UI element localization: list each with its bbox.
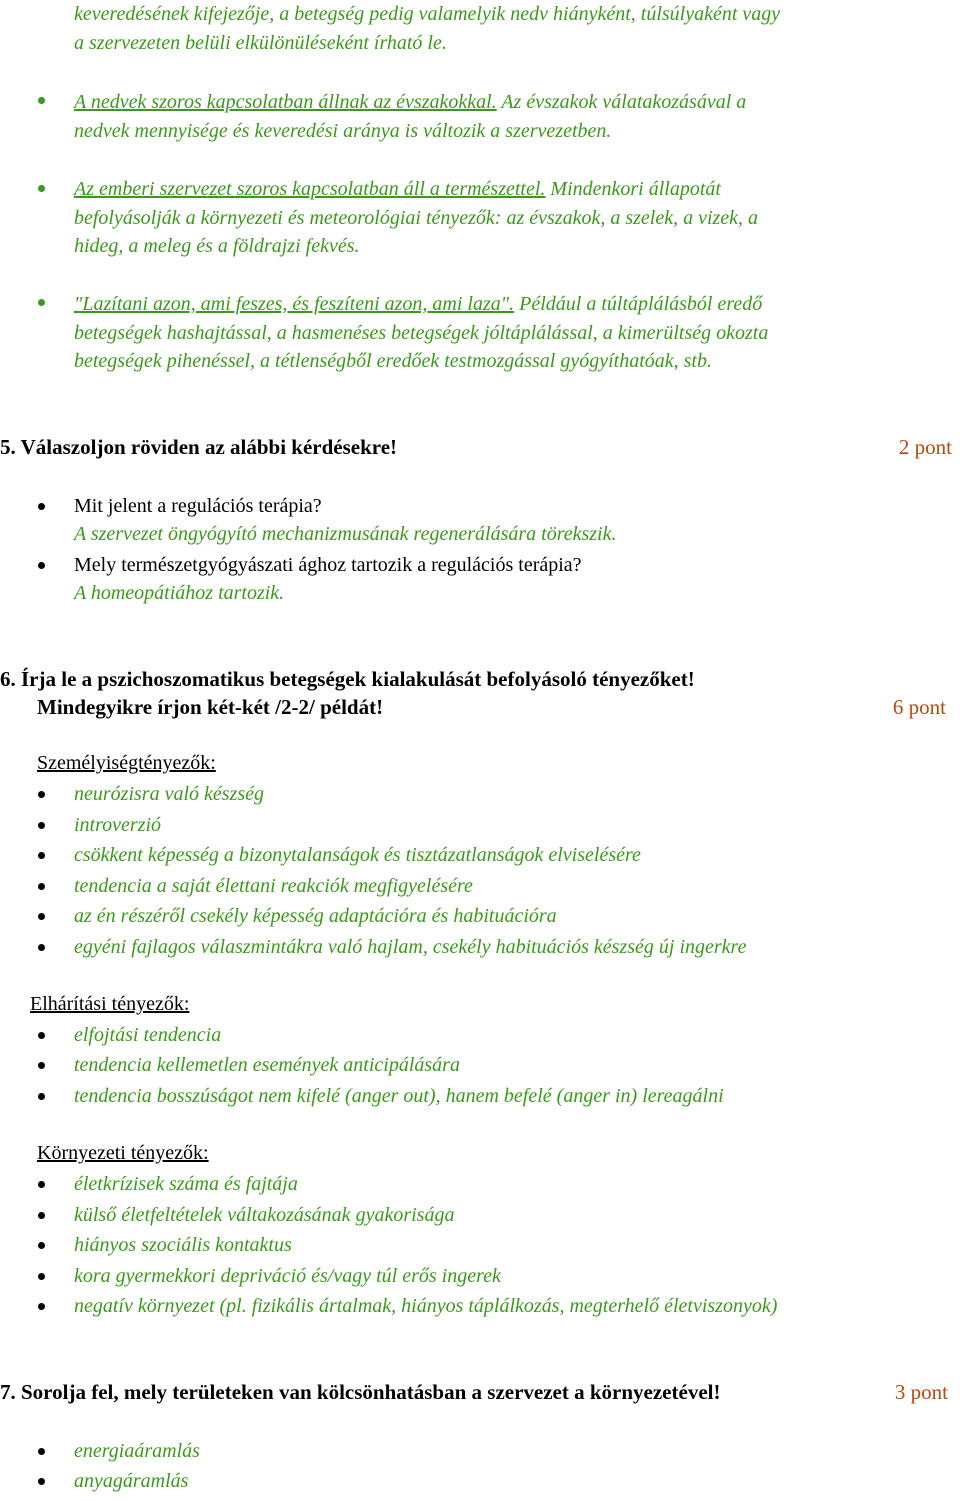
defense-item: elfojtási tendencia [74,1024,222,1046]
defense-item: tendencia bosszúságot nem kifelé (anger out), hanem befelé (anger in) lereagálni [74,1085,724,1107]
bullet-icon [38,503,45,510]
q5-answer-2: A homeopátiához tartozik. [74,582,285,604]
group-heading-defense: Elhárítási tényezők: [30,993,190,1015]
personality-item: introverzió [74,814,162,836]
bullet-icon [38,1448,45,1455]
bullet-icon [38,822,45,829]
bullet-icon [38,1303,45,1310]
q5-title: 5. Válaszoljon röviden az alábbi kérdésekre! [0,435,398,459]
personality-item: egyéni fajlagos válaszmintákra való hajlam, csekély habituációs készség új ingerkre [74,936,747,958]
bullet-icon [38,883,45,890]
q7-points: 3 pont [894,1380,948,1404]
principle-3-lead: "Lazítani azon, ami feszes, és feszíteni azon, ami laza". [74,293,515,315]
bullet-icon [38,299,45,306]
principle-2-line-3: hideg, a meleg és a földrajzi fekvés. [74,235,360,257]
environment-item: életkrízisek száma és fajtája [74,1173,298,1195]
principle-1-rest: Az évszakok válatakozásával a [496,91,747,113]
bullet-icon [38,1062,45,1069]
principle-3-line-1 [74,292,762,316]
group-heading-environment: Környezeti tényezők: [37,1142,209,1164]
principle-1-lead: A nedvek szoros kapcsolatban állnak az évszakokkal. [74,91,497,113]
principle-2-line-1 [74,177,721,201]
principle-3-line-2: betegségek hashajtással, a hasmenéses betegségek jóltáplálással, a kimerültség okozta [74,322,769,344]
q5-question-2: Mely természetgyógyászati ághoz tartozik a regulációs terápia? [74,554,582,576]
principle-1-line-1 [74,90,746,114]
bullet-icon [38,791,45,798]
group-heading-personality: Személyiségtényezők: [37,752,216,774]
principle-1-line-2: nedvek mennyisége és keveredési aránya is változik a szervezetben. [74,120,612,142]
bullet-icon [38,1478,45,1485]
environment-item: külső életfeltételek váltakozásának gyakorisága [74,1204,455,1226]
intro-line-1: keveredésének kifejezője, a betegség pedig valamelyik nedv hiányként, túlsúlyaként vagy [74,3,781,25]
environment-item: negatív környezet (pl. fizikális ártalmak, hiányos táplálkozás, megterhelő életviszonyok) [74,1295,778,1317]
bullet-icon [38,1093,45,1100]
principle-2-lead: Az emberi szervezet szoros kapcsolatban áll a természettel. [74,178,546,200]
q5-question-1: Mit jelent a regulációs terápia? [74,495,322,517]
q7-item: energiaáramlás [74,1440,200,1462]
bullet-icon [38,185,45,192]
bullet-icon [38,562,45,569]
q7-item: anyagáramlás [74,1470,189,1492]
bullet-icon [38,97,45,104]
personality-item: tendencia a saját élettani reakciók megfigyelésére [74,875,473,897]
principle-2-rest: Mindenkori állapotát [545,178,721,200]
personality-item: neurózisra való készség [74,783,264,805]
q6-title-line-1: 6. Írja le a pszichoszomatikus betegségek kialakulását befolyásoló tényezőket! [0,667,695,691]
principle-3-line-3: betegségek pihenéssel, a tétlenségből eredőek testmozgással gyógyíthatóak, stb. [74,350,712,372]
q6-points: 6 pont [892,695,946,719]
bullet-icon [38,1242,45,1249]
principle-2-line-2: befolyásolják a környezeti és meteorológiai tényezők: az évszakok, a szelek, a vizek, a [74,207,759,229]
bullet-icon [38,944,45,951]
principle-3-rest: Például a túltáplálásból eredő [514,293,763,315]
environment-item: hiányos szociális kontaktus [74,1234,292,1256]
q6-title-line-2: Mindegyikre írjon két-két /2-2/ példát! [37,695,384,719]
bullet-icon [38,852,45,859]
intro-line-2: a szervezeten belüli elkülönüléseként írható le. [74,32,447,54]
bullet-icon [38,1032,45,1039]
bullet-icon [38,1273,45,1280]
bullet-icon [38,1181,45,1188]
defense-item: tendencia kellemetlen események anticipálására [74,1054,460,1076]
personality-item: az én részéről csekély képesség adaptációra és habituációra [74,905,557,927]
q5-points: 2 pont [898,435,952,459]
bullet-icon [38,1212,45,1219]
environment-item: kora gyermekkori depriváció és/vagy túl erős ingerek [74,1265,501,1287]
q5-answer-1: A szervezet öngyógyító mechanizmusának regenerálására törekszik. [74,523,617,545]
q7-title: 7. Sorolja fel, mely területeken van kölcsönhatásban a szervezet a környezetével! [0,1380,721,1404]
bullet-icon [38,913,45,920]
personality-item: csökkent képesség a bizonytalanságok és tisztázatlanságok elviselésére [74,844,641,866]
